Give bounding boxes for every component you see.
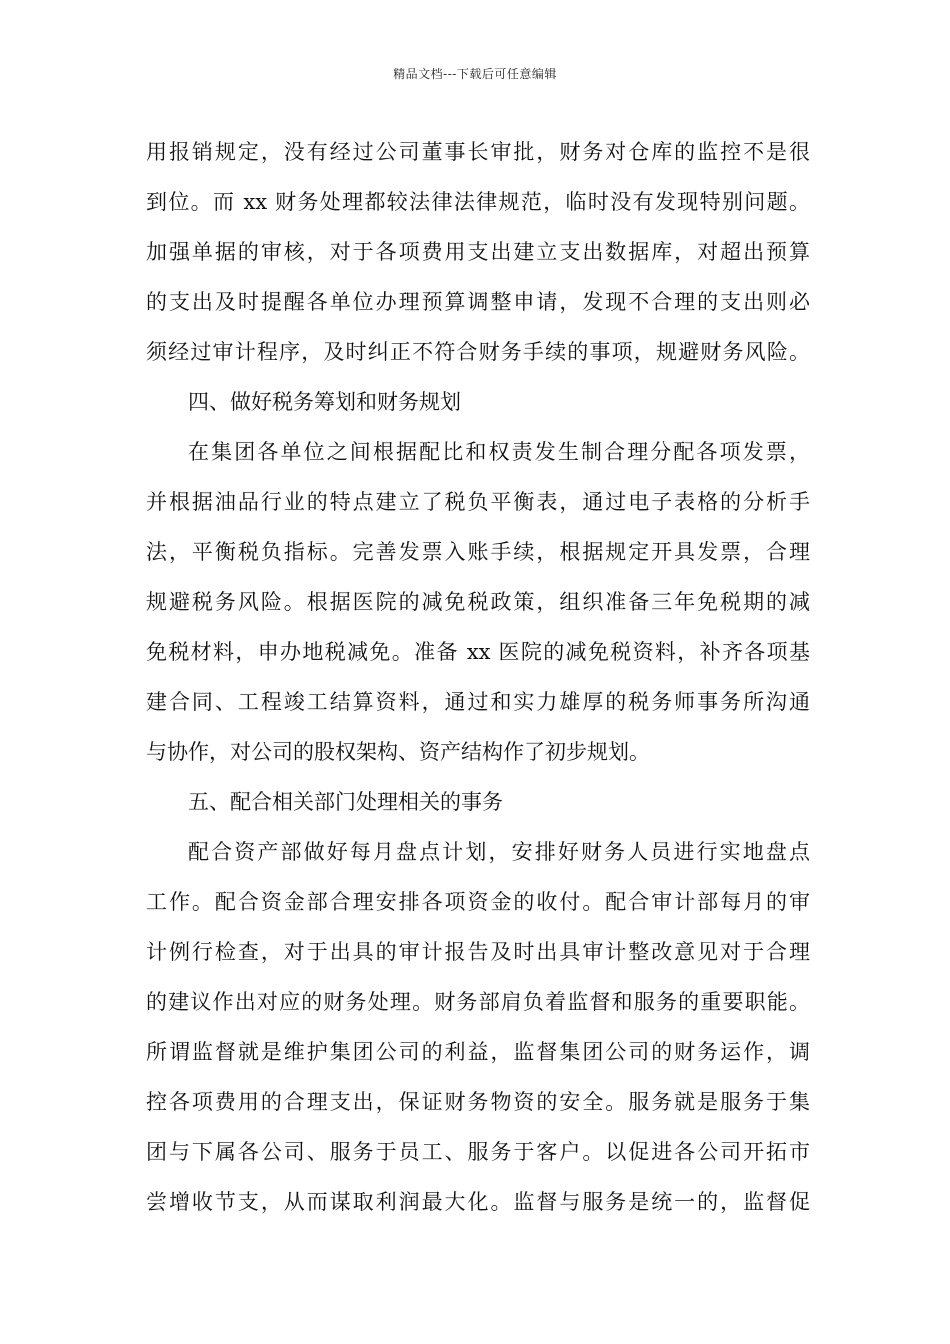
text-line: 须经过审计程序，及时纠正不符合财务手续的事项，规避财务风险。 xyxy=(146,340,810,364)
text-line: 到位。而 xx 财务处理都较法律法律规范，临时没有发现特别问题。 xyxy=(146,190,810,214)
text-line: 与协作，对公司的股权架构、资产结构作了初步规划。 xyxy=(146,740,650,764)
text-line: 建合同、工程竣工结算资料，通过和实力雄厚的税务师事务所沟通 xyxy=(146,690,810,714)
section-heading: 五、配合相关部门处理相关的事务 xyxy=(188,790,503,814)
text-line: 的建议作出对应的财务处理。财务部肩负着监督和服务的重要职能。 xyxy=(146,990,810,1014)
text-line: 控各项费用的合理支出，保证财务物资的安全。服务就是服务于集 xyxy=(146,1090,810,1114)
text-line: 在集团各单位之间根据配比和权责发生制合理分配各项发票， xyxy=(188,440,810,464)
document-body xyxy=(146,134,810,1234)
text-line: 计例行检查，对于出具的审计报告及时出具审计整改意见对于合理 xyxy=(146,940,810,964)
text-line: 法，平衡税负指标。完善发票入账手续，根据规定开具发票，合理 xyxy=(146,540,810,564)
text-line: 所谓监督就是维护集团公司的利益，监督集团公司的财务运作，调 xyxy=(146,1040,810,1064)
text-line: 规避税务风险。根据医院的减免税政策，组织准备三年免税期的减 xyxy=(146,590,810,614)
page-header: 精品文档---下载后可任意编辑 xyxy=(393,67,557,81)
text-line: 用报销规定，没有经过公司董事长审批，财务对仓库的监控不是很 xyxy=(146,140,810,164)
text-line: 工作。配合资金部合理安排各项资金的收付。配合审计部每月的审 xyxy=(146,890,810,914)
text-line: 配合资产部做好每月盘点计划，安排好财务人员进行实地盘点 xyxy=(188,840,810,864)
text-line: 的支出及时提醒各单位办理预算调整申请，发现不合理的支出则必 xyxy=(146,290,810,314)
text-line: 团与下属各公司、服务于员工、服务于客户。以促进各公司开拓市 xyxy=(146,1140,810,1164)
text-line: 尝增收节支，从而谋取利润最大化。监督与服务是统一的，监督促 xyxy=(146,1190,810,1214)
section-heading: 四、做好税务筹划和财务规划 xyxy=(188,390,461,414)
text-line: 加强单据的审核，对于各项费用支出建立支出数据库，对超出预算 xyxy=(146,240,810,264)
text-line: 免税材料，申办地税减免。准备 xx 医院的减免税资料，补齐各项基 xyxy=(146,640,810,664)
text-line: 并根据油品行业的特点建立了税负平衡表，通过电子表格的分析手 xyxy=(146,490,810,514)
